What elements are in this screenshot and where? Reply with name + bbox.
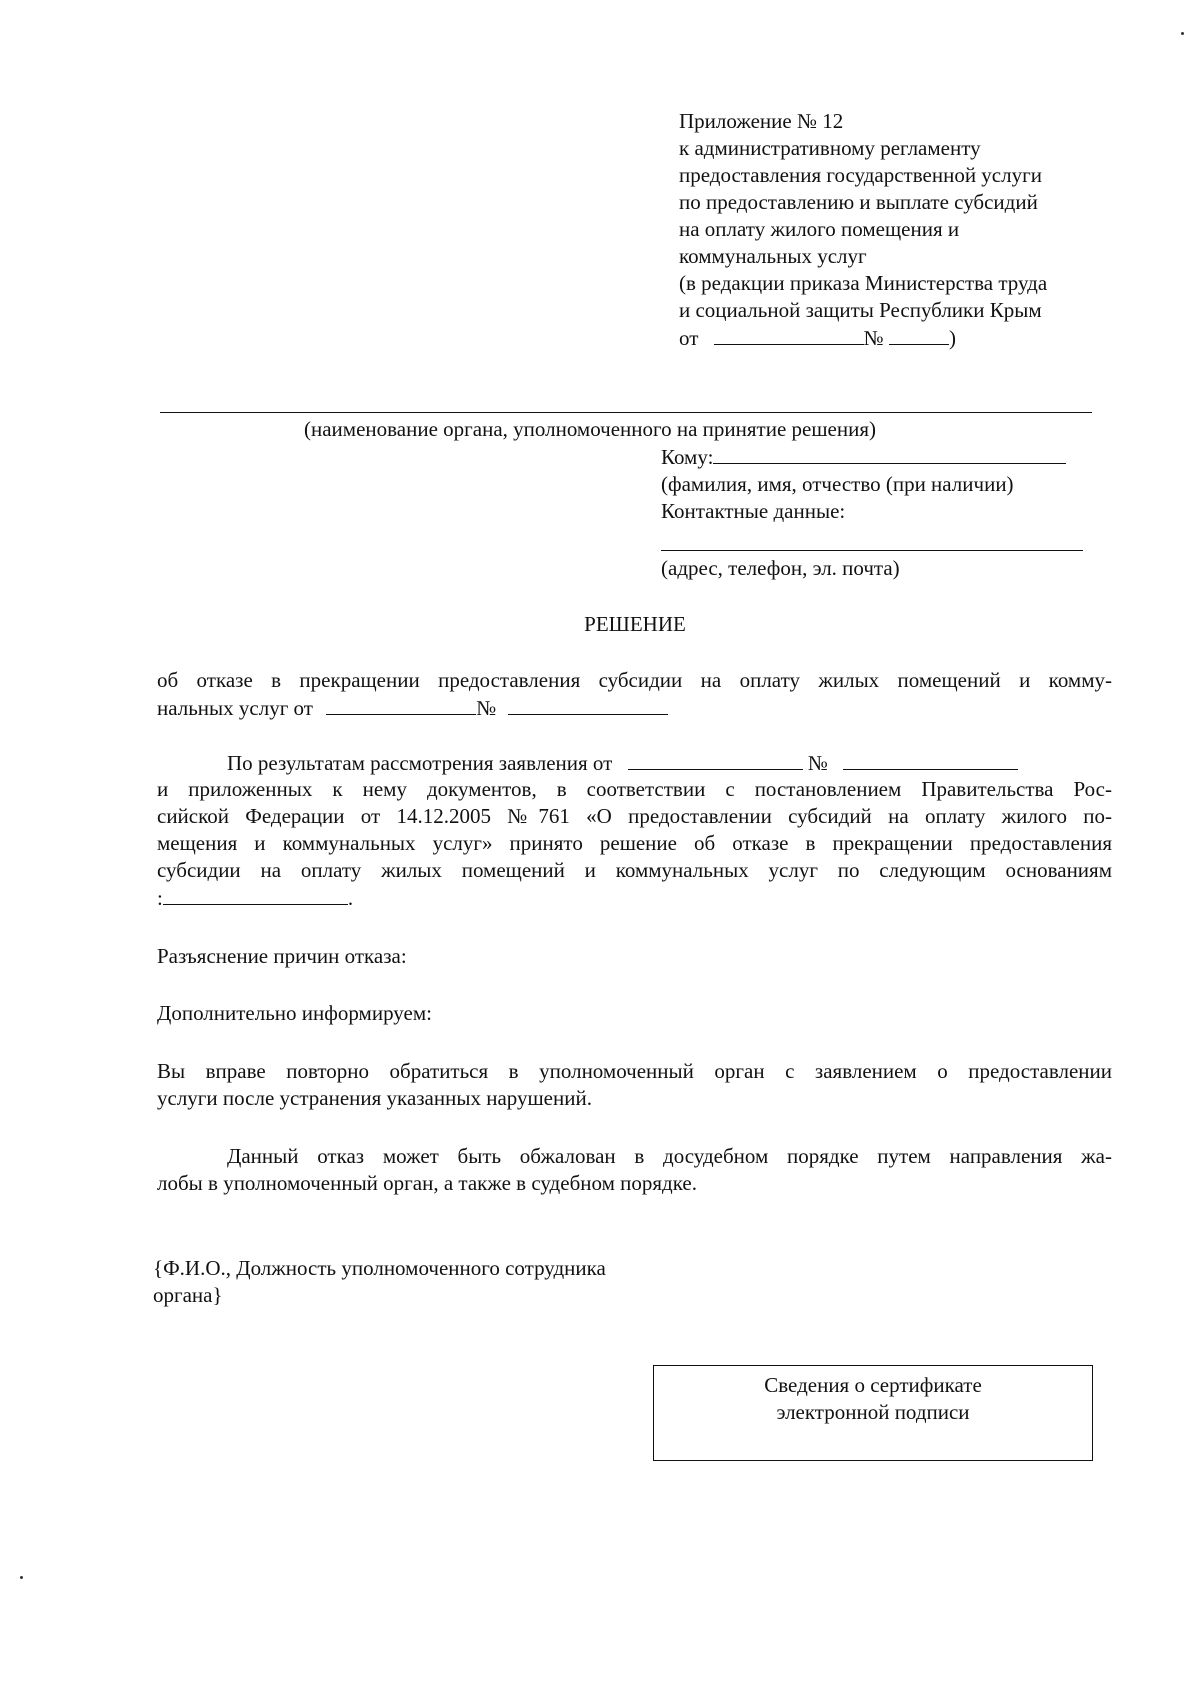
recipient-block (661, 443, 1091, 525)
header-date-prefix: от (679, 326, 699, 350)
paragraph1-line1 (227, 749, 1018, 777)
header-line: к административному регламенту (679, 136, 981, 160)
paragraph1-line: мещения и коммунальных услуг» принято решение об отказе в прекращении предоставления (157, 831, 1112, 855)
header-line: (в редакции приказа Министерства труда (679, 271, 1048, 295)
name-caption: (фамилия, имя, отчество (при наличии) (661, 472, 1014, 496)
header-line: на оплату жилого помещения и (679, 217, 960, 241)
recipient-name-blank (713, 443, 1066, 464)
paragraph1-last-line (157, 884, 353, 912)
authority-caption: (наименование органа, уполномоченного на принятие решения) (304, 417, 876, 441)
paragraph1-line: субсидии на оплату жилых помещений и коммунальных услуг по следующим основаниям (157, 858, 1112, 882)
paragraph2-line2: услуги после устранения указанных нарушений. (157, 1086, 592, 1110)
scan-speck (20, 1576, 23, 1579)
signature-block (153, 1255, 606, 1309)
header-line: коммунальных услуг (679, 244, 867, 268)
header-line: предоставления государственной услуги (679, 163, 1042, 187)
paragraph1-line: сийской Федерации от 14.12.2005 №761 «О предоставлении субсидий на оплату жилого по- (157, 804, 1112, 828)
certificate-line1: Сведения о сертификате (764, 1373, 982, 1397)
paragraph1-line: и приложенных к нему документов, в соответствии с постановлением Правительства Рос- (157, 777, 1112, 801)
paragraph3-line2: лобы в уполномоченный орган, а также в судебном порядке. (157, 1171, 697, 1195)
subject-date-blank (326, 694, 476, 715)
header-line: по предоставлению и выплате субсидий (679, 190, 1038, 214)
decision-title: РЕШЕНИЕ (584, 612, 686, 636)
header-number-sign: № (863, 326, 884, 350)
signature-line1: {Ф.И.О., Должность уполномоченного сотрудника (153, 1256, 606, 1280)
subject-prefix: нальных услуг от (157, 696, 313, 720)
header-date-line (679, 324, 1047, 352)
grounds-colon: : (157, 886, 163, 910)
subject-number-sign: № (476, 696, 497, 720)
contacts-line (661, 550, 1083, 551)
grounds-period: . (347, 886, 354, 910)
number-blank (889, 324, 949, 345)
date-blank (714, 324, 864, 345)
certificate-line2: электронной подписи (776, 1400, 970, 1424)
address-caption: (адрес, телефон, эл. почта) (661, 556, 900, 580)
signature-line2: органа} (153, 1283, 223, 1307)
authority-name-line (160, 412, 1092, 413)
appendix-header (679, 108, 1047, 352)
scan-speck (1181, 32, 1184, 35)
header-line: и социальной защиты Республики Крым (679, 298, 1042, 322)
decision-subject-line1: об отказе в прекращении предоставления субсидии на оплату жилых помещений и комму- (157, 668, 1112, 692)
application-number-blank (843, 749, 1018, 770)
p1-number-sign: № (807, 751, 828, 775)
paragraph2-line1: Вы вправе повторно обратиться в уполномоченный орган с заявлением о предоставлении (157, 1059, 1112, 1083)
header-close-paren: ) (948, 326, 956, 350)
decision-subject-line2 (157, 694, 668, 722)
explanation-label: Разъяснение причин отказа: (157, 944, 407, 968)
header-line: Приложение № 12 (679, 109, 844, 133)
paragraph3-line1: Данный отказ может быть обжалован в досудебном порядке путем направления жа- (227, 1144, 1112, 1168)
certificate-box (653, 1365, 1093, 1461)
additional-label: Дополнительно информируем: (157, 1001, 432, 1025)
application-date-blank (628, 749, 803, 770)
to-label: Кому: (661, 445, 714, 469)
contacts-label: Контактные данные: (661, 499, 846, 523)
grounds-blank (163, 884, 348, 905)
p1-prefix: По результатам рассмотрения заявления от (227, 751, 613, 775)
recipient-to-line (661, 443, 1091, 471)
subject-number-blank (508, 694, 668, 715)
